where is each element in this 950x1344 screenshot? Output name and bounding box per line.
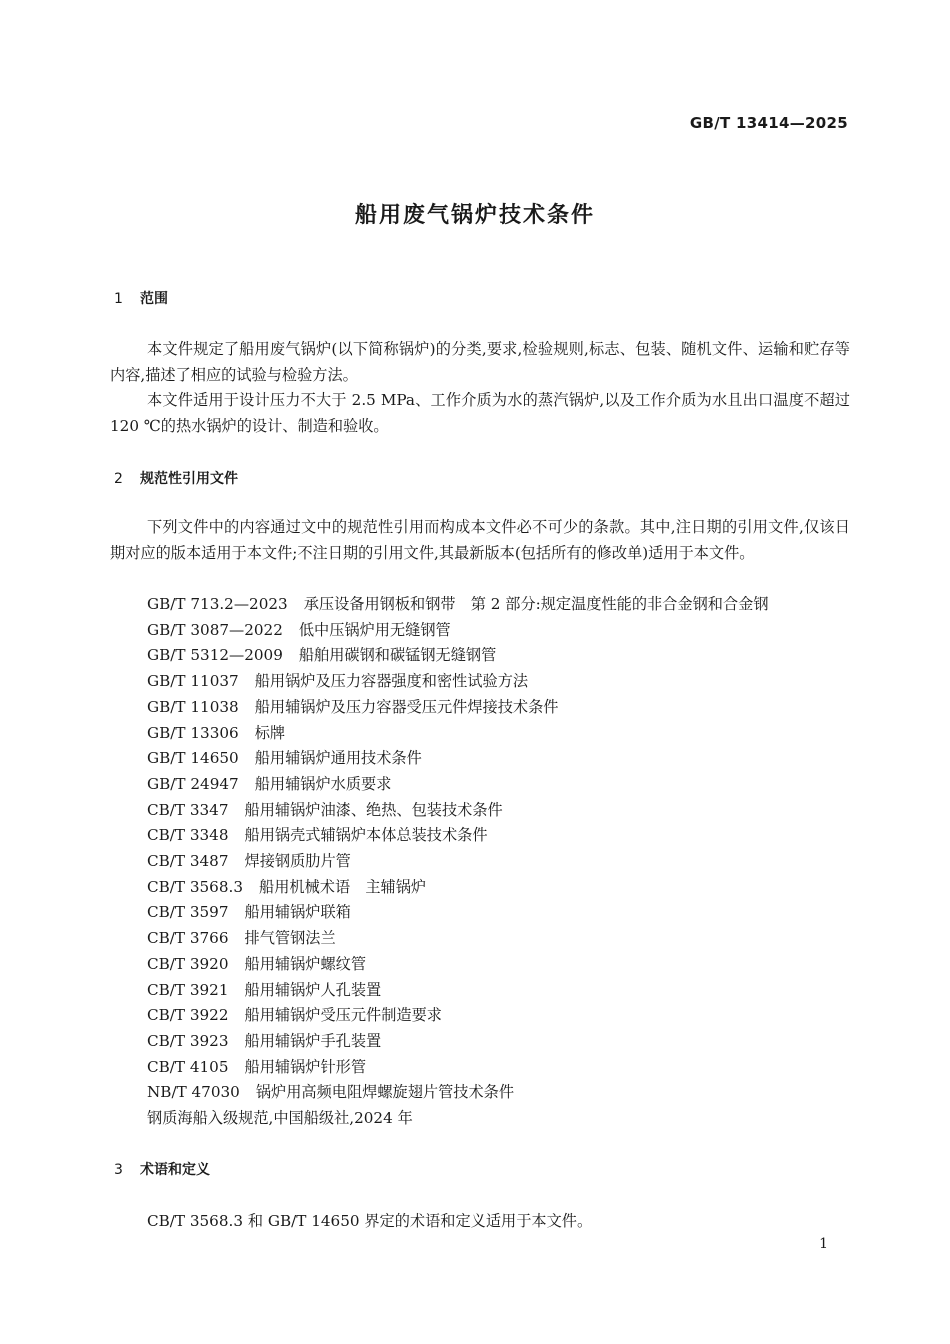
section-1-paragraph-1: 本文件规定了船用废气锅炉(以下简称锅炉)的分类,要求,检验规则,标志、包装、随机文件、运输和贮存等内容,描述了相应的试验与检验方法。 xyxy=(110,340,850,384)
reference-code: GB/T 11038 xyxy=(147,697,239,716)
section-3-heading xyxy=(114,1159,210,1179)
reference-code: NB/T 47030 xyxy=(147,1083,240,1102)
reference-title: 船用辅锅炉受压元件制造要求 xyxy=(244,1006,442,1025)
reference-title: 船舶用碳钢和碳锰钢无缝钢管 xyxy=(298,646,497,665)
reference-title: 船用辅锅炉人孔装置 xyxy=(244,980,382,999)
reference-item xyxy=(147,1080,769,1106)
reference-item xyxy=(147,823,769,849)
reference-item xyxy=(147,952,769,978)
reference-item xyxy=(147,926,769,952)
reference-code: CB/T 3923 xyxy=(147,1031,229,1050)
reference-title: 船用辅锅炉通用技术条件 xyxy=(254,749,422,768)
reference-item xyxy=(147,875,769,901)
reference-code: CB/T 3348 xyxy=(147,826,229,845)
reference-item xyxy=(147,669,769,695)
reference-title: 船用辅锅炉油漆、绝热、包装技术条件 xyxy=(244,800,503,819)
reference-item xyxy=(147,1003,769,1029)
reference-code: GB/T 24947 xyxy=(147,774,239,793)
document-title: 船用废气锅炉技术条件 xyxy=(354,203,595,228)
reference-code: CB/T 3922 xyxy=(147,1006,229,1025)
reference-item xyxy=(147,643,769,669)
reference-item xyxy=(147,695,769,721)
reference-code: GB/T 11037 xyxy=(147,672,239,691)
reference-title: 焊接钢质肋片管 xyxy=(244,852,351,871)
section-3-number: 3 xyxy=(114,1162,123,1178)
reference-title: 低中压锅炉用无缝钢管 xyxy=(298,620,451,639)
reference-item xyxy=(147,798,769,824)
reference-title: 锅炉用高频电阻焊螺旋翅片管技术条件 xyxy=(255,1083,515,1102)
standard-code: GB/T 13414—2025 xyxy=(689,114,848,132)
page-number: 1 xyxy=(819,1236,828,1252)
reference-title: 排气管钢法兰 xyxy=(244,929,336,948)
reference-item xyxy=(147,1055,769,1081)
reference-title: 船用机械术语 主辅锅炉 xyxy=(259,877,427,896)
section-3-title: 术语和定义 xyxy=(140,1162,210,1178)
reference-code: CB/T 3487 xyxy=(147,852,229,871)
reference-item xyxy=(147,900,769,926)
section-1-number: 1 xyxy=(114,291,123,307)
reference-item xyxy=(147,772,769,798)
reference-code: GB/T 13306 xyxy=(147,723,239,742)
reference-item xyxy=(147,849,769,875)
reference-title: 船用锅壳式辅锅炉本体总装技术条件 xyxy=(244,826,488,845)
reference-title: 船用辅锅炉联箱 xyxy=(244,903,351,922)
reference-code: CB/T 4105 xyxy=(147,1057,229,1076)
section-1-title: 范围 xyxy=(140,291,168,307)
reference-item xyxy=(147,592,769,618)
reference-item xyxy=(147,978,769,1004)
section-1-heading xyxy=(114,288,168,308)
reference-title: 标牌 xyxy=(254,723,286,742)
reference-title: 承压设备用钢板和钢带 第 2 部分:规定温度性能的非合金钢和合金钢 xyxy=(303,595,769,613)
normative-references-list xyxy=(147,592,769,1132)
reference-title: 船用辅锅炉手孔装置 xyxy=(244,1031,382,1050)
section-2-heading xyxy=(114,468,238,488)
reference-item xyxy=(147,1029,769,1055)
reference-title: 船用锅炉及压力容器强度和密性试验方法 xyxy=(254,672,529,691)
reference-title: 船用辅锅炉及压力容器受压元件焊接技术条件 xyxy=(254,697,559,716)
reference-code: GB/T 14650 xyxy=(147,749,239,768)
reference-code: CB/T 3347 xyxy=(147,800,229,819)
reference-title: 船用辅锅炉针形管 xyxy=(244,1057,367,1076)
reference-code: CB/T 3597 xyxy=(147,903,229,922)
reference-item xyxy=(147,618,769,644)
reference-item xyxy=(147,721,769,747)
section-2-number: 2 xyxy=(114,471,123,487)
reference-code: CB/T 3568.3 xyxy=(147,877,243,896)
section-1-paragraph-2: 本文件适用于设计压力不大于 2.5 MPa、工作介质为水的蒸汽锅炉,以及工作介质为水且出口温度不超过 120 ℃的热水锅炉的设计、制造和验收。 xyxy=(110,391,850,435)
reference-item xyxy=(147,1106,769,1132)
reference-title: 船用辅锅炉水质要求 xyxy=(254,774,392,793)
reference-item xyxy=(147,746,769,772)
section-2-title: 规范性引用文件 xyxy=(140,471,238,487)
reference-code: GB/T 5312—2009 xyxy=(147,646,283,665)
reference-code: CB/T 3766 xyxy=(147,929,229,948)
reference-code: CB/T 3920 xyxy=(147,954,229,973)
section-2-intro: 下列文件中的内容通过文中的规范性引用而构成本文件必不可少的条款。其中,注日期的引用文件,仅该日期对应的版本适用于本文件;不注日期的引用文件,其最新版本(包括所有的修改单)适用于本文件。 xyxy=(110,518,850,562)
reference-code: GB/T 3087—2022 xyxy=(147,620,283,639)
reference-title: 钢质海船入级规范,中国船级社,2024 年 xyxy=(147,1109,413,1128)
reference-code: CB/T 3921 xyxy=(147,980,229,999)
section-3-text: CB/T 3568.3 和 GB/T 14650 界定的术语和定义适用于本文件。 xyxy=(147,1212,593,1230)
reference-title: 船用辅锅炉螺纹管 xyxy=(244,954,367,973)
reference-code: GB/T 713.2—2023 xyxy=(147,595,288,613)
